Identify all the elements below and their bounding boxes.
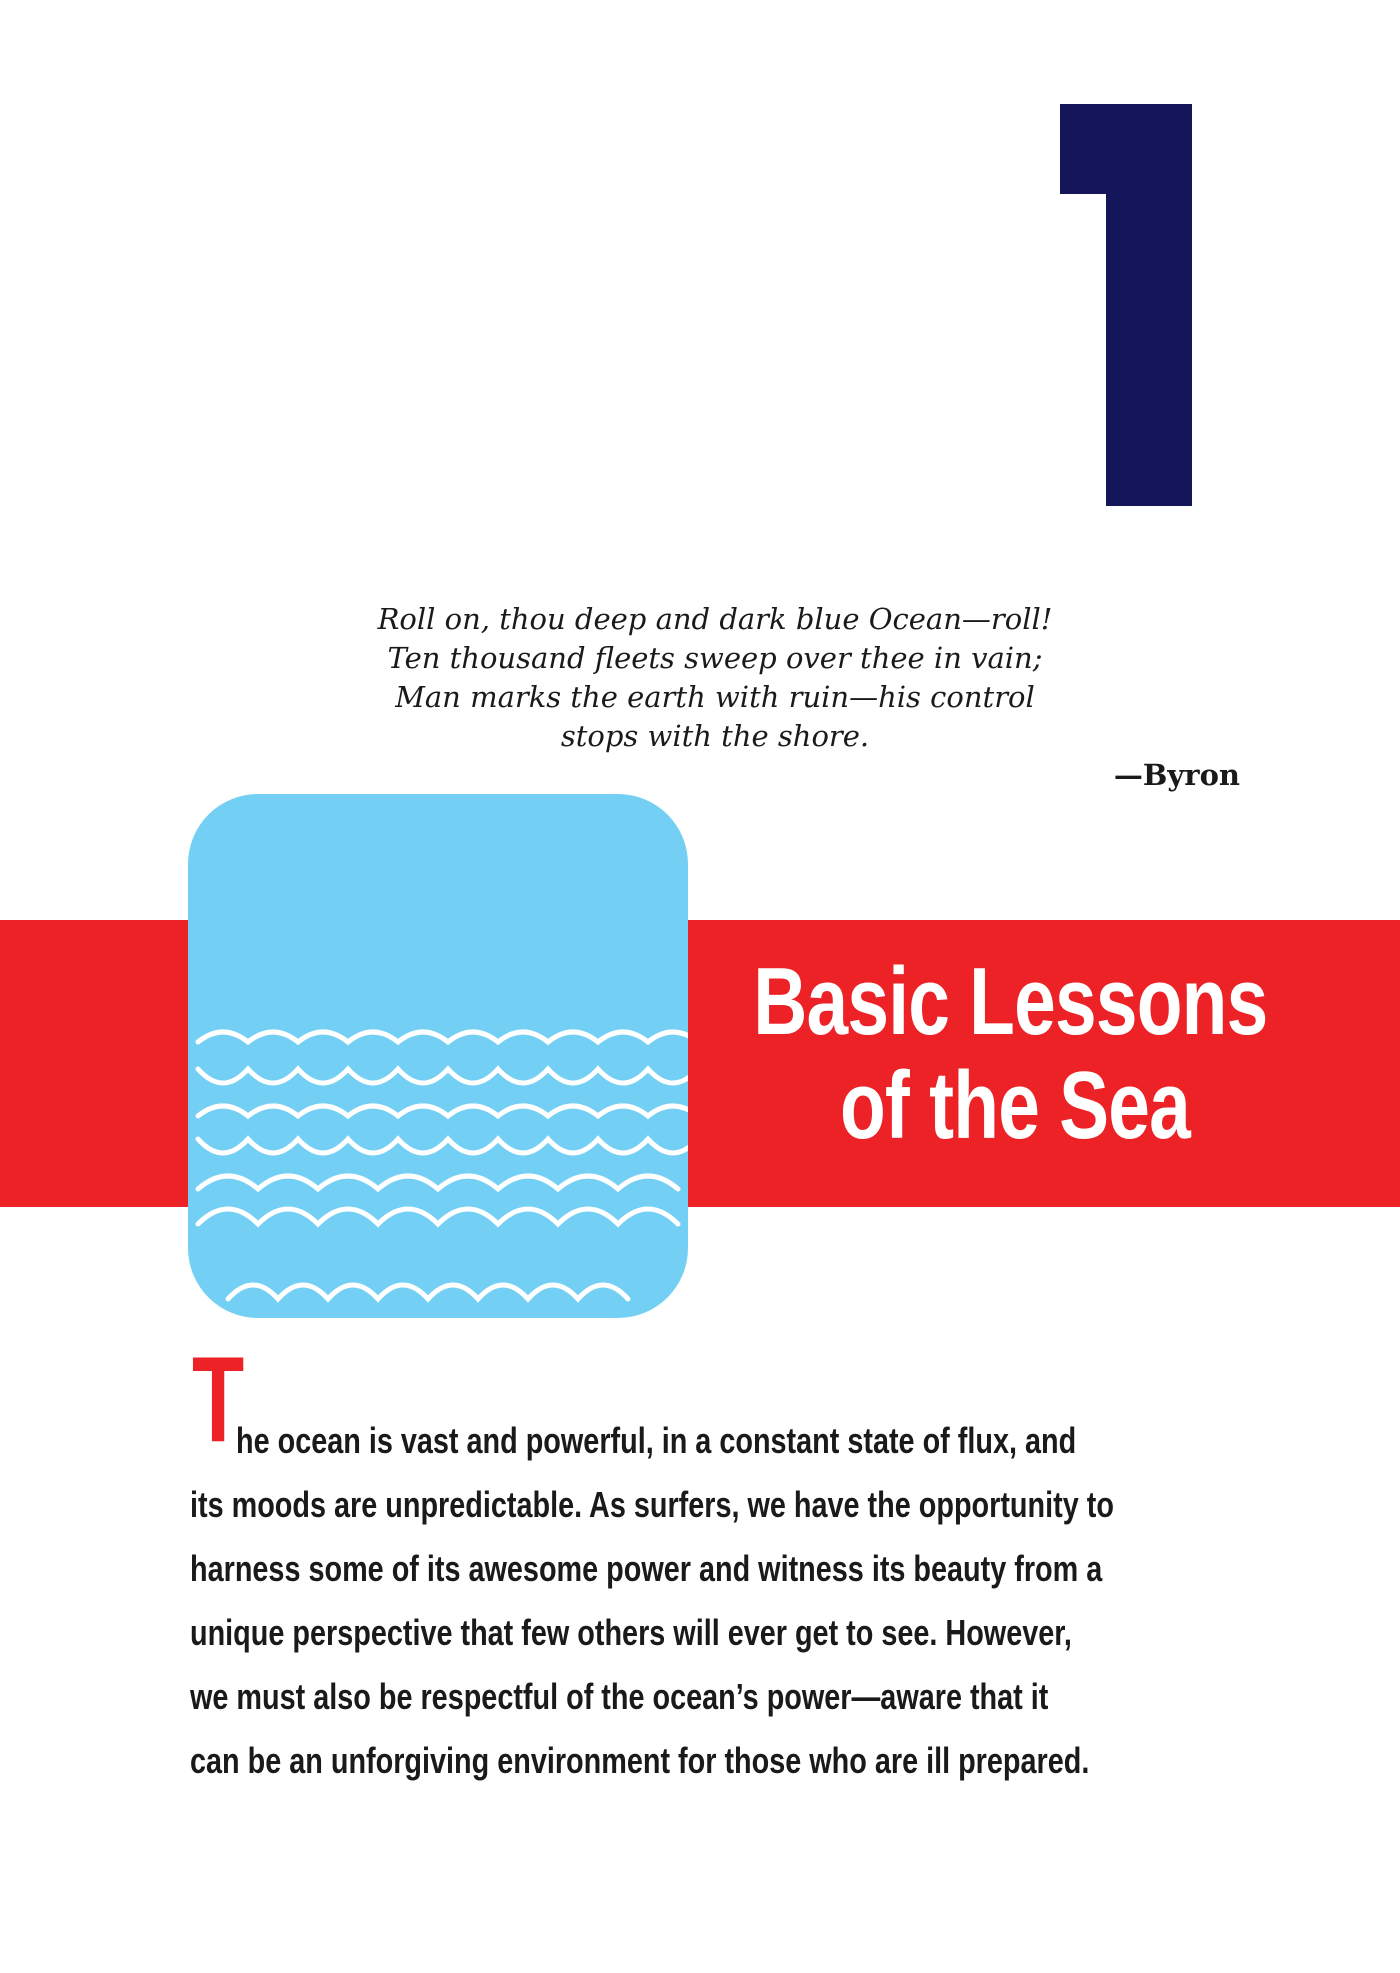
drop-cap: T	[192, 1331, 245, 1467]
epigraph	[300, 600, 1130, 756]
chapter-title-line: of the Sea	[839, 1052, 1190, 1159]
body-line: harness some of its awesome power and witness its beauty from a	[190, 1548, 1103, 1589]
ocean-waves-icon	[188, 794, 688, 1318]
epigraph-line: Man marks the earth with ruin—his control	[395, 680, 1035, 714]
body-line: we must also be respectful of the ocean’s power—aware that it	[190, 1676, 1049, 1717]
epigraph-line: stops with the shore.	[560, 719, 870, 753]
epigraph-line: Ten thousand fleets sweep over thee in vain;	[387, 641, 1043, 675]
epigraph-line: Roll on, thou deep and dark blue Ocean—roll!	[377, 602, 1053, 636]
chapter-title	[753, 948, 1268, 1159]
body-line: its moods are unpredictable. As surfers, we have the opportunity to	[190, 1484, 1114, 1525]
chapter-number	[1060, 104, 1192, 506]
chapter-number-glyph	[1060, 104, 1192, 506]
chapter-title-line: Basic Lessons	[753, 948, 1268, 1055]
body-line: unique perspective that few others will ever get to see. However,	[190, 1612, 1072, 1653]
epigraph-attribution: —Byron	[1113, 758, 1240, 792]
body-line: he ocean is vast and powerful, in a constant state of flux, and	[236, 1420, 1077, 1461]
body-line: can be an unforgiving environment for those who are ill prepared.	[190, 1740, 1090, 1781]
